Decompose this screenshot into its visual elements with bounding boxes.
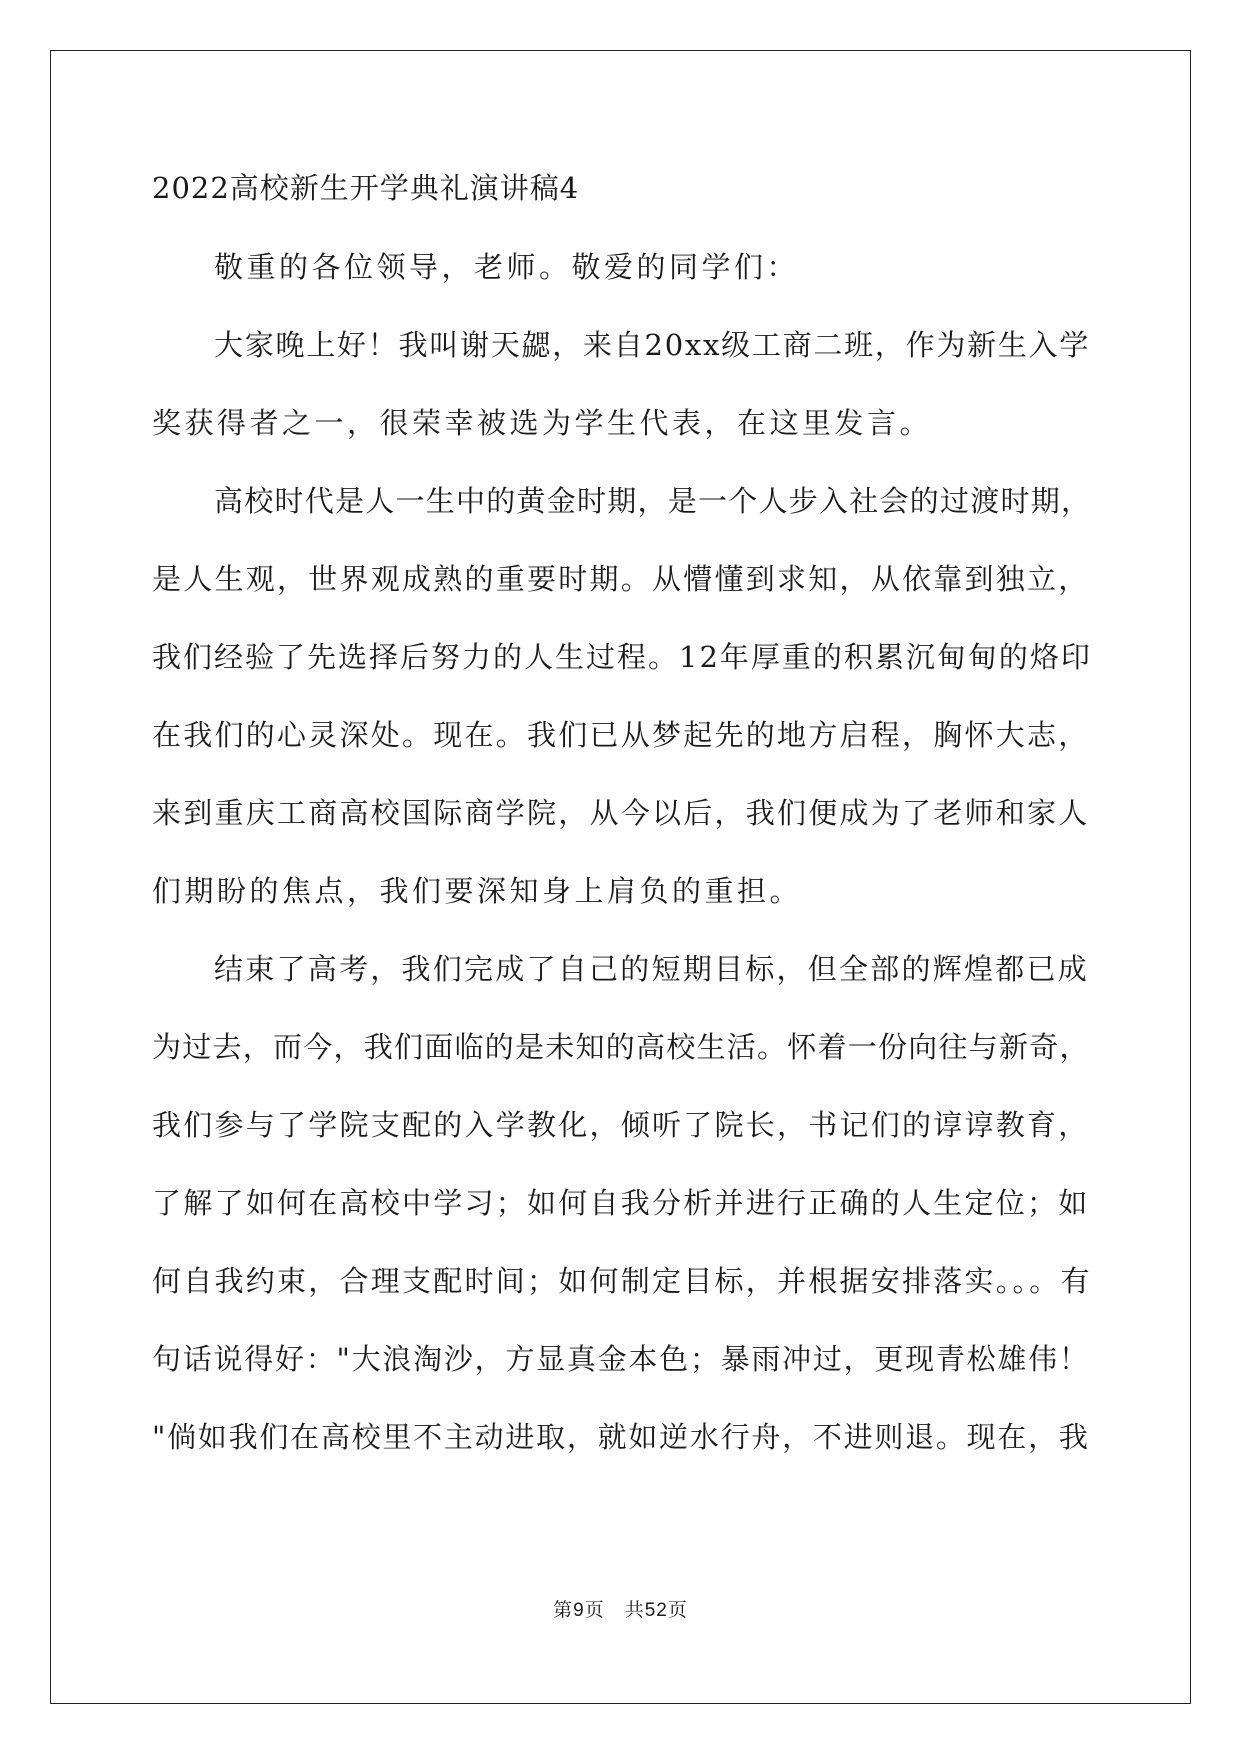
greeting-line: 敬重的各位领导，老师。敬爱的同学们： <box>214 250 800 284</box>
page-current: 9 <box>573 1600 585 1621</box>
paragraph-line: 奖获得者之一，很荣幸被选为学生代表，在这里发言。 <box>152 406 933 440</box>
paragraph-line: 在我们的心灵深处。现在。我们已从梦起先的地方启程，胸怀大志， <box>152 718 1090 752</box>
paragraph-line: 们期盼的焦点，我们要深知身上肩负的重担。 <box>152 874 803 908</box>
paragraph-line: 来到重庆工商高校国际商学院，从今以后，我们便成为了老师和家人 <box>152 796 1090 830</box>
title-spacer <box>152 216 1092 228</box>
page-prefix: 第 <box>553 1599 574 1621</box>
document-body <box>152 160 1092 1476</box>
paragraph-line: "倘如我们在高校里不主动进取，就如逆水行舟，不进则退。现在，我 <box>152 1420 1090 1454</box>
paragraph-line: 高校时代是人一生中的黄金时期，是一个人步入社会的过渡时期， <box>214 484 1092 518</box>
paragraph-line: 大家晚上好！我叫谢天勰，来自20xx级工商二班，作为新生入学 <box>214 328 1091 362</box>
page-mid: 页 共 <box>584 1599 645 1621</box>
paragraph-line: 为过去，而今，我们面临的是未知的高校生活。怀着一份向往与新奇， <box>152 1030 1090 1064</box>
page-suffix: 页 <box>667 1599 688 1621</box>
paragraph-line: 句话说得好："大浪淘沙，方显真金本色；暴雨冲过，更现青松雄伟！ <box>152 1342 1090 1376</box>
paragraph-line: 我们参与了学院支配的入学教化，倾听了院长，书记们的谆谆教育， <box>152 1108 1090 1142</box>
paragraph-line: 是人生观，世界观成熟的重要时期。从懵懂到求知，从依靠到独立， <box>152 562 1090 596</box>
paragraph-line: 何自我约束，合理支配时间；如何制定目标，并根据安排落实。。。有 <box>152 1264 1092 1298</box>
paragraph-line: 结束了高考，我们完成了自己的短期目标，但全部的辉煌都已成 <box>214 952 1090 986</box>
page-total: 52 <box>644 1600 668 1621</box>
paragraph-line: 了解了如何在高校中学习；如何自我分析并进行正确的人生定位；如 <box>152 1186 1090 1220</box>
paragraph-line: 我们经验了先选择后努力的人生过程。12年厚重的积累沉甸甸的烙印 <box>152 640 1092 674</box>
page-number <box>0 1595 1241 1622</box>
document-title: 2022高校新生开学典礼演讲稿4 <box>152 171 580 205</box>
